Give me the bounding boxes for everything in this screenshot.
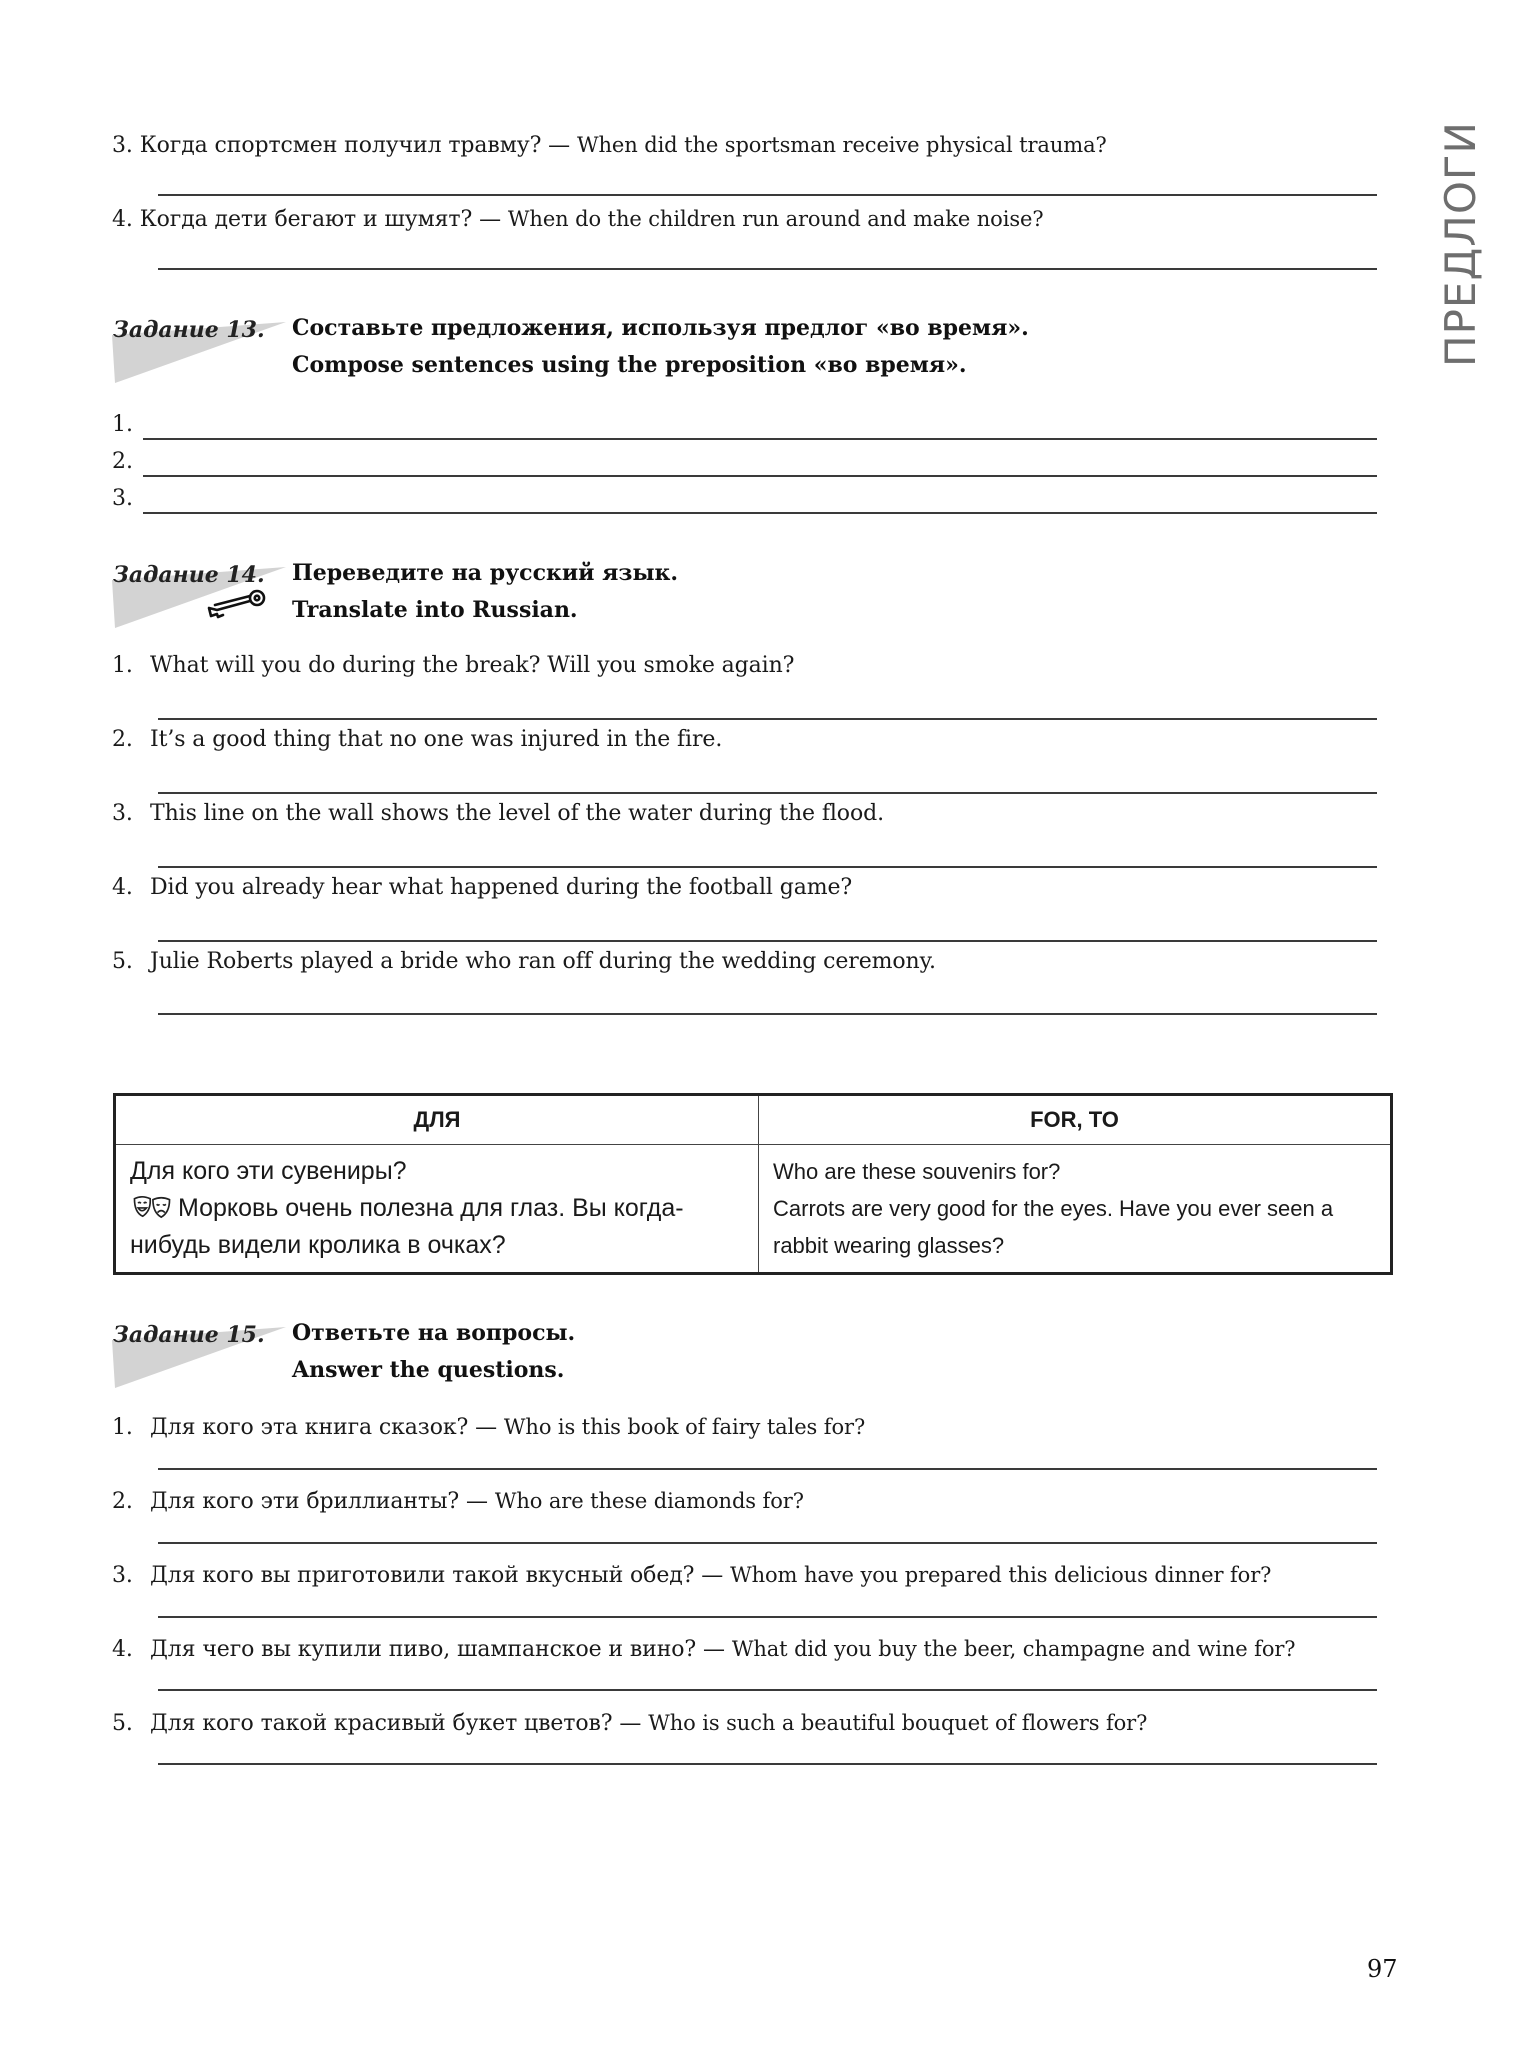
item-number: 2. — [112, 727, 133, 752]
answer-line[interactable] — [158, 1468, 1377, 1470]
task-15-label: Задание 15. — [113, 1322, 265, 1348]
dash: — — [701, 1563, 724, 1588]
question-ru: Для кого эти бриллианты? — [150, 1489, 460, 1514]
question-ru: Для кого такой красивый букет цветов? — [150, 1711, 613, 1736]
item-number: 5. — [112, 949, 133, 974]
question-ru: Для кого эта книга сказок? — [150, 1415, 469, 1440]
answer-line[interactable] — [143, 475, 1377, 477]
answer-line[interactable] — [158, 1689, 1377, 1691]
dash: — — [703, 1637, 725, 1662]
task-15-instruction-ru: Ответьте на вопросы. — [292, 1320, 576, 1346]
answer-line[interactable] — [158, 194, 1377, 196]
header-ru: ДЛЯ — [115, 1095, 759, 1145]
dash: — — [479, 207, 501, 232]
task-13-label: Задание 13. — [113, 317, 265, 343]
question-en: When do the children run around and make noise? — [507, 207, 1044, 231]
question-en: Who is this book of fairy tales for? — [503, 1415, 866, 1439]
header-en: FOR, TO — [759, 1095, 1392, 1145]
answer-question-1 — [112, 1415, 865, 1440]
item-text: What will you do during the break? Will you smoke again? — [150, 653, 795, 678]
translate-item-1 — [112, 653, 794, 678]
task-14-instruction-en: Translate into Russian. — [292, 597, 578, 623]
table-cell-en — [759, 1145, 1392, 1274]
example-line: rabbit wearing glasses? — [773, 1233, 1005, 1258]
item-text: Julie Roberts played a bride who ran off during the wedding ceremony. — [150, 949, 936, 974]
blank-number: 3. — [112, 486, 133, 511]
example-line: Who are these souvenirs for? — [773, 1159, 1061, 1184]
translate-item-2 — [112, 727, 722, 752]
item-number: 2. — [112, 1489, 133, 1514]
dash: — — [466, 1489, 488, 1514]
item-number: 1. — [112, 653, 133, 678]
question-en: Who is such a beautiful bouquet of flowers for? — [648, 1711, 1148, 1735]
task-14-instruction-ru: Переведите на русский язык. — [292, 560, 679, 586]
item-text: Did you already hear what happened during the football game? — [150, 875, 853, 900]
answer-line[interactable] — [158, 866, 1377, 868]
answer-question-4 — [112, 1637, 1295, 1662]
answer-line[interactable] — [158, 1763, 1377, 1765]
question-en: What did you buy the beer, champagne and wine for? — [731, 1637, 1296, 1661]
answer-line[interactable] — [158, 1013, 1377, 1015]
item-number: 3. — [112, 801, 133, 826]
answer-question-2 — [112, 1489, 804, 1514]
question-ru: Для кого вы приготовили такой вкусный обед? — [150, 1563, 695, 1588]
key-icon — [205, 588, 267, 620]
translate-item-4 — [112, 875, 852, 900]
prev-question-4 — [112, 207, 1044, 232]
task-13-instruction-en: Compose sentences using the preposition «во время». — [292, 352, 967, 378]
table-row — [115, 1145, 1392, 1274]
item-number: 4. — [112, 875, 133, 900]
answer-question-5 — [112, 1711, 1147, 1736]
item-number: 3. — [112, 1563, 133, 1588]
item-number: 4. — [112, 207, 133, 232]
item-number: 5. — [112, 1711, 133, 1736]
dash: — — [475, 1415, 497, 1440]
question-en: When did the sportsman receive physical trauma? — [576, 133, 1107, 157]
example-line: Carrots are very good for the eyes. Have you ever seen a — [773, 1196, 1334, 1221]
translate-item-3 — [112, 801, 884, 826]
table-header-row — [115, 1095, 1392, 1145]
answer-line[interactable] — [143, 438, 1377, 440]
answer-line[interactable] — [158, 718, 1377, 720]
example-line: Для кого эти сувениры? — [130, 1157, 407, 1185]
dash: — — [619, 1711, 642, 1736]
example-line — [130, 1190, 744, 1227]
question-ru: Когда спортсмен получил травму? — [139, 133, 542, 158]
answer-question-3 — [112, 1563, 1271, 1588]
prev-question-3 — [112, 133, 1107, 158]
task-13-instruction-ru: Составьте предложения, используя предлог «во время». — [292, 315, 1029, 341]
blank-number: 1. — [112, 412, 133, 437]
task-14-label: Задание 14. — [113, 562, 265, 588]
page-number: 97 — [1367, 1955, 1398, 1983]
question-ru: Когда дети бегают и шумят? — [139, 207, 473, 232]
blank-number: 2. — [112, 449, 133, 474]
example-line: нибудь видели кролика в очках? — [130, 1231, 506, 1259]
answer-line[interactable] — [158, 792, 1377, 794]
question-en: Who are these diamonds for? — [494, 1489, 804, 1513]
section-side-label: ПРЕДЛОГИ — [1436, 121, 1485, 367]
task-15-instruction-en: Answer the questions. — [292, 1357, 565, 1383]
translate-item-5 — [112, 949, 936, 974]
table-cell-ru — [115, 1145, 759, 1274]
dash: — — [548, 133, 571, 158]
example-text: Морковь очень полезна для глаз. Вы когда- — [178, 1194, 684, 1222]
question-en: Whom have you prepared this delicious dinner for? — [730, 1563, 1272, 1587]
answer-line[interactable] — [158, 268, 1377, 270]
item-number: 3. — [112, 133, 133, 158]
item-number: 1. — [112, 1415, 133, 1440]
answer-line[interactable] — [143, 512, 1377, 514]
answer-line[interactable] — [158, 1542, 1377, 1544]
item-number: 4. — [112, 1637, 133, 1662]
question-ru: Для чего вы купили пиво, шампанское и вино? — [150, 1637, 697, 1662]
item-text: It’s a good thing that no one was injured in the fire. — [150, 727, 723, 752]
answer-line[interactable] — [158, 1616, 1377, 1618]
item-text: This line on the wall shows the level of the water during the flood. — [150, 801, 884, 826]
theater-masks-icon — [130, 1195, 174, 1219]
answer-line[interactable] — [158, 940, 1377, 942]
grammar-table — [113, 1093, 1393, 1275]
